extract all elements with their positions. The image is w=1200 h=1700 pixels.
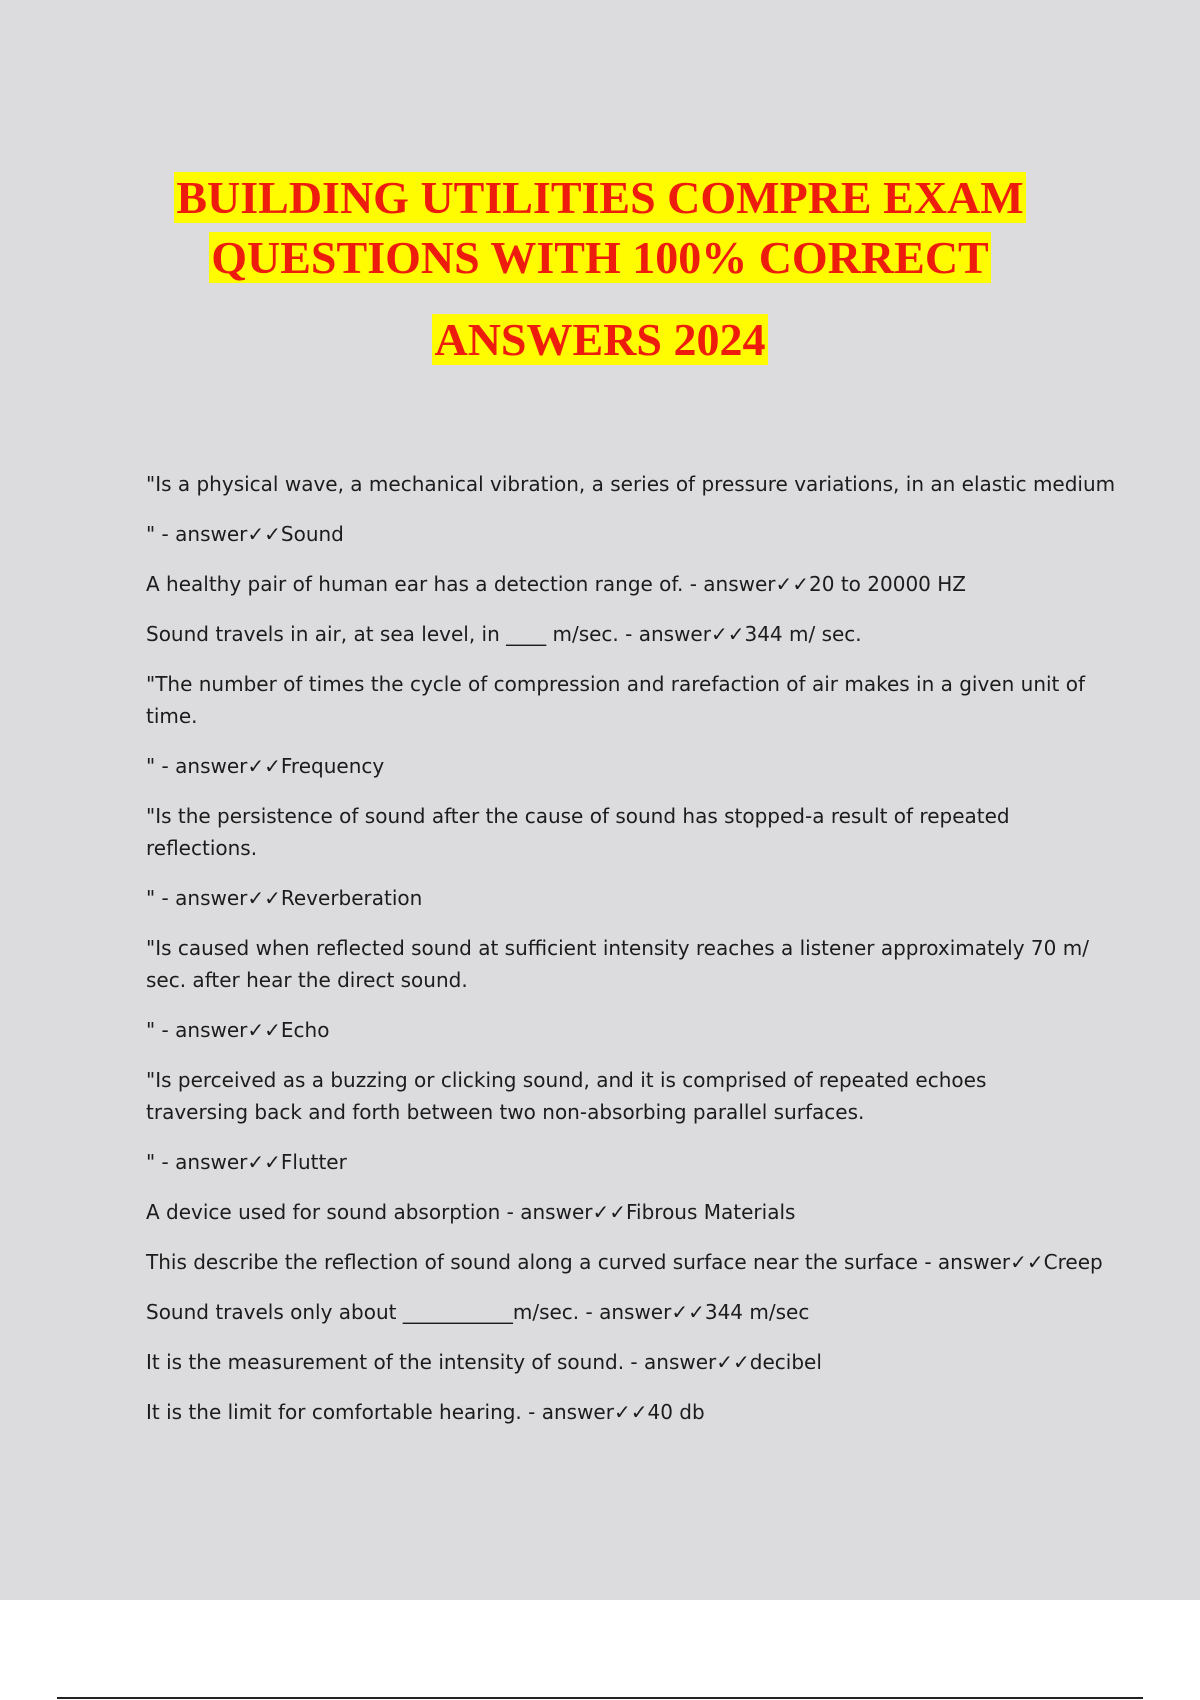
answer-sound: " - answer✓✓Sound (146, 522, 344, 546)
document-title (0, 168, 1200, 370)
qa-detection-range: A healthy pair of human ear has a detection range of. - answer✓✓20 to 20000 HZ (146, 572, 966, 596)
title-line-3 (0, 310, 1200, 370)
answer-reverberation: " - answer✓✓Reverberation (146, 886, 423, 910)
question-frequency: "The number of times the cycle of compression and rarefaction of air makes in a given unit of time. (146, 672, 1086, 728)
answer-flutter: " - answer✓✓Flutter (146, 1150, 347, 1174)
question-reverberation: "Is the persistence of sound after the cause of sound has stopped-a result of repeated reflections. (146, 804, 1010, 860)
qa-comfort-limit: It is the limit for comfortable hearing. - answer✓✓40 db (146, 1400, 705, 1424)
answer-echo: " - answer✓✓Echo (146, 1018, 330, 1042)
qa-decibel: It is the measurement of the intensity of sound. - answer✓✓decibel (146, 1350, 822, 1374)
title-text-2: QUESTIONS WITH 100% CORRECT (211, 232, 989, 283)
title-text-3: ANSWERS 2024 (434, 314, 766, 365)
qa-list (146, 468, 1116, 1446)
qa-speed-air: Sound travels in air, at sea level, in ____ m/sec. - answer✓✓344 m/ sec. (146, 622, 862, 646)
qa-sound-absorption: A device used for sound absorption - answer✓✓Fibrous Materials (146, 1200, 796, 1224)
qa-creep: This describe the reflection of sound along a curved surface near the surface - answer✓✓Creep (146, 1250, 1103, 1274)
title-line-2 (0, 228, 1200, 288)
question-echo: "Is caused when reflected sound at sufficient intensity reaches a listener approximately 70 m/ sec. after hear the direct sound. (146, 936, 1089, 992)
question-sound: "Is a physical wave, a mechanical vibration, a series of pressure variations, in an elastic medium (146, 472, 1116, 496)
answer-frequency: " - answer✓✓Frequency (146, 754, 385, 778)
title-line-1 (0, 168, 1200, 228)
title-text-1: BUILDING UTILITIES COMPRE EXAM (176, 172, 1024, 223)
qa-speed-only: Sound travels only about ___________m/sec. - answer✓✓344 m/sec (146, 1300, 810, 1324)
question-flutter: "Is perceived as a buzzing or clicking sound, and it is comprised of repeated echoes traversing back and forth between two non-absorbing parallel surfaces. (146, 1068, 987, 1124)
footer-rule (57, 1697, 1143, 1699)
